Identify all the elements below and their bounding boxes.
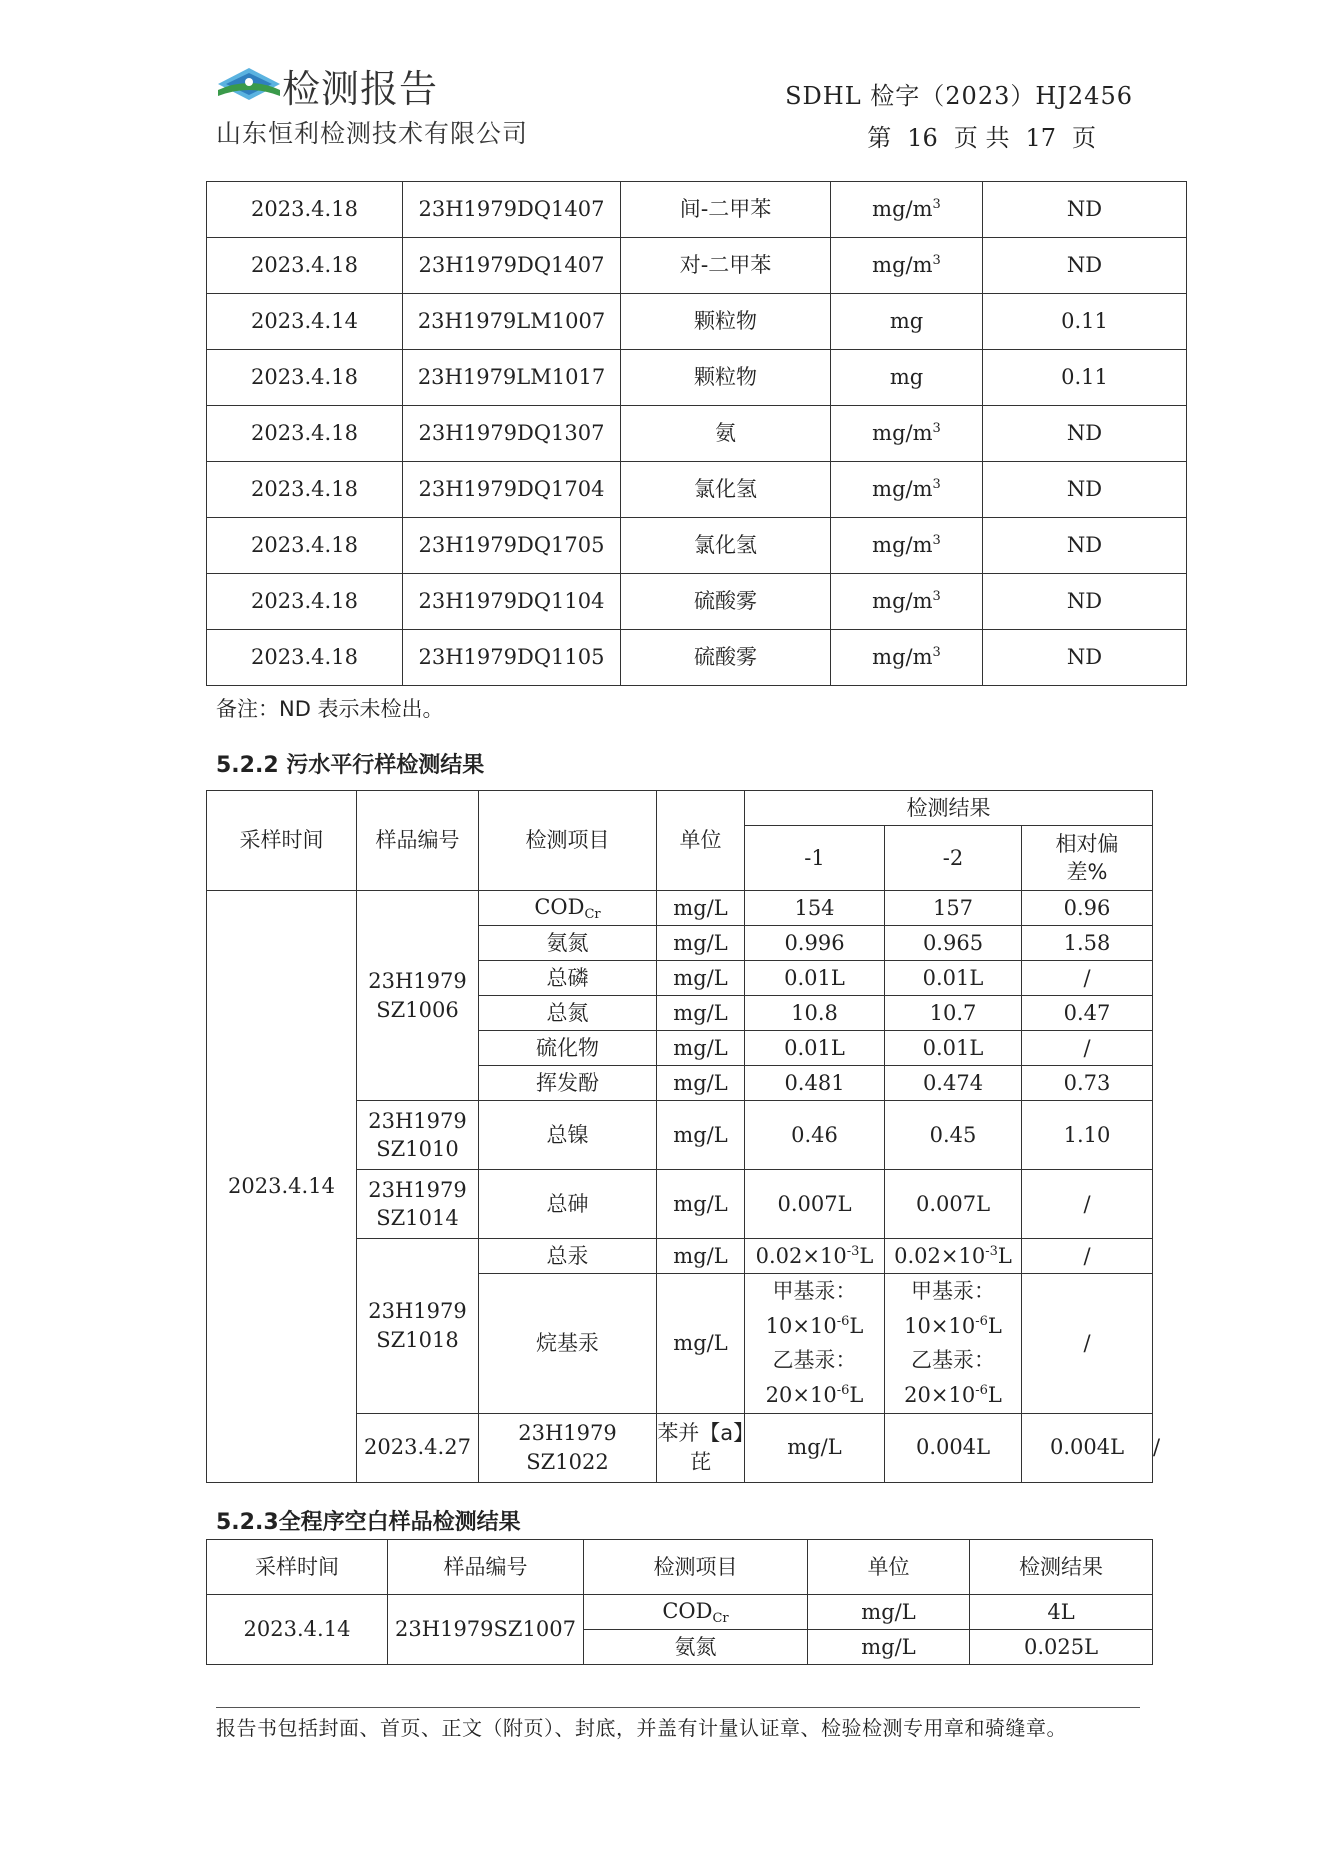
unit-cell: mg/L <box>657 1239 745 1274</box>
result-cell: 4L <box>970 1595 1153 1630</box>
header-unit: 单位 <box>808 1540 970 1595</box>
unit-cell: mg <box>831 350 983 406</box>
unit-cell: mg/L <box>745 1413 885 1482</box>
item-cell: 总镍 <box>479 1101 657 1170</box>
table-row <box>207 406 1187 462</box>
table-row: 2023.4.27 23H1979 SZ1022 苯并【a】芘 mg/L 0.004L 0.004L / <box>207 1413 1153 1482</box>
unit-cell: mg/L <box>657 1274 745 1414</box>
header-result-1: -1 <box>745 826 885 891</box>
result-cell: 0.11 <box>983 294 1187 350</box>
header-result: 检测结果 <box>745 791 1153 826</box>
header-sample: 样品编号 <box>388 1540 584 1595</box>
sample-id-cell: 23H1979 SZ1006 <box>357 891 479 1101</box>
item-cell: 硫酸雾 <box>621 574 831 630</box>
result-cell: ND <box>983 406 1187 462</box>
sampling-date-cell: 2023.4.18 <box>207 518 403 574</box>
sampling-date-cell: 2023.4.18 <box>207 182 403 238</box>
table-row <box>207 518 1187 574</box>
section-title-522: 5.2.2 污水平行样检测结果 <box>216 753 485 778</box>
item-cell: 挥发酚 <box>479 1066 657 1101</box>
sampling-date-cell: 2023.4.18 <box>207 238 403 294</box>
unit-cell: $mg/m^3$ <box>831 406 983 462</box>
table-row <box>207 238 1187 294</box>
sample-id-cell: 23H1979SZ1007 <box>388 1595 584 1665</box>
header-relative-deviation: 相对偏 差% <box>1022 826 1153 891</box>
unit-cell: mg/L <box>657 961 745 996</box>
unit-cell: $mg/m^3$ <box>831 238 983 294</box>
result-2-cell: 0.01L <box>885 961 1022 996</box>
sample-id-cell: 23H1979 SZ1022 <box>479 1413 657 1482</box>
unit-cell: mg/L <box>657 926 745 961</box>
table-row <box>207 574 1187 630</box>
sampling-date-cell: 2023.4.18 <box>207 462 403 518</box>
sampling-date-cell: 2023.4.27 <box>357 1413 479 1482</box>
result-2-cell: 0.007L <box>885 1170 1022 1239</box>
unit-cell: mg/L <box>808 1595 970 1630</box>
header-result-2: -2 <box>885 826 1022 891</box>
unit-cell: $mg/m^3$ <box>831 182 983 238</box>
sample-id-cell: 23H1979 SZ1014 <box>357 1170 479 1239</box>
unit-cell: mg/L <box>657 1031 745 1066</box>
item-cell: 氨 <box>621 406 831 462</box>
table-row <box>207 182 1187 238</box>
deviation-cell: 0.73 <box>1022 1066 1153 1101</box>
result-2-cell: 0.965 <box>885 926 1022 961</box>
sample-id-cell: 23H1979 SZ1018 <box>357 1239 479 1414</box>
result-1-cell: 0.007L <box>745 1170 885 1239</box>
item-cell: 硫酸雾 <box>621 630 831 686</box>
parallel-sample-table <box>206 790 1161 1483</box>
header-item: 检测项目 <box>479 791 657 891</box>
item-cell: 对-二甲苯 <box>621 238 831 294</box>
results-table-continued <box>206 181 1187 686</box>
result-cell: ND <box>983 182 1187 238</box>
result-1-cell: 0.481 <box>745 1066 885 1101</box>
result-2-cell: 甲基汞： $10\times 10^{-6}L$ 乙基汞： $20\times 10^{-6}L$ <box>885 1274 1022 1414</box>
unit-cell: mg/L <box>657 1170 745 1239</box>
result-2-cell: 0.474 <box>885 1066 1022 1101</box>
sample-id-cell: 23H1979DQ1104 <box>403 574 621 630</box>
item-cell: 氯化氢 <box>621 518 831 574</box>
item-cell: 氨氮 <box>479 926 657 961</box>
sampling-date-cell: 2023.4.14 <box>207 294 403 350</box>
sample-id-cell: 23H1979DQ1307 <box>403 406 621 462</box>
deviation-cell: / <box>1022 1031 1153 1066</box>
deviation-cell: 0.96 <box>1022 891 1153 926</box>
item-cell: 硫化物 <box>479 1031 657 1066</box>
item-cell: 颗粒物 <box>621 294 831 350</box>
item-cell: 总磷 <box>479 961 657 996</box>
header-unit: 单位 <box>657 791 745 891</box>
result-1-cell: 0.996 <box>745 926 885 961</box>
unit-cell: mg/L <box>808 1630 970 1665</box>
sample-id-cell: 23H1979DQ1705 <box>403 518 621 574</box>
header-item: 检测项目 <box>584 1540 808 1595</box>
sampling-date-cell: 2023.4.18 <box>207 406 403 462</box>
item-cell: 苯并【a】芘 <box>657 1413 745 1482</box>
result-cell: ND <box>983 238 1187 294</box>
blank-sample-table <box>206 1539 1153 1665</box>
unit-cell: mg/L <box>657 1101 745 1170</box>
sample-id-cell: 23H1979LM1017 <box>403 350 621 406</box>
item-cell: 总汞 <box>479 1239 657 1274</box>
result-1-cell: 0.01L <box>745 961 885 996</box>
sampling-date-cell: 2023.4.14 <box>207 1595 388 1665</box>
sample-id-cell: 23H1979 SZ1010 <box>357 1101 479 1170</box>
unit-cell: $mg/m^3$ <box>831 462 983 518</box>
table-header-row <box>207 1540 1153 1595</box>
result-cell: 0.11 <box>983 350 1187 406</box>
deviation-cell: 1.58 <box>1022 926 1153 961</box>
header-result: 检测结果 <box>970 1540 1153 1595</box>
result-cell: ND <box>983 574 1187 630</box>
result-1-cell: 0.46 <box>745 1101 885 1170</box>
header-sample: 样品编号 <box>357 791 479 891</box>
table-header-row <box>207 791 1153 826</box>
result-2-cell: 0.01L <box>885 1031 1022 1066</box>
item-cell: 颗粒物 <box>621 350 831 406</box>
item-cell: $COD_{Cr}$ <box>479 891 657 926</box>
result-1-cell: 0.004L <box>885 1413 1022 1482</box>
result-1-cell: 10.8 <box>745 996 885 1031</box>
result-1-cell: $0.02\times 10^{-3}L$ <box>745 1239 885 1274</box>
result-cell: ND <box>983 518 1187 574</box>
result-2-cell: 157 <box>885 891 1022 926</box>
header-date: 采样时间 <box>207 791 357 891</box>
unit-cell: $mg/m^3$ <box>831 518 983 574</box>
deviation-cell: / <box>1022 1274 1153 1414</box>
remark-note: 备注：ND 表示未检出。 <box>216 697 444 721</box>
table-row <box>207 294 1187 350</box>
item-cell: 总氮 <box>479 996 657 1031</box>
table-row <box>207 891 1153 926</box>
item-cell: 氯化氢 <box>621 462 831 518</box>
result-2-cell: $0.02\times 10^{-3}L$ <box>885 1239 1022 1274</box>
report-number: SDHL 检字（2023）HJ2456 <box>785 82 1133 110</box>
sampling-date-cell: 2023.4.18 <box>207 574 403 630</box>
item-cell: 烷基汞 <box>479 1274 657 1414</box>
company-name: 山东恒利检测技术有限公司 <box>216 119 529 148</box>
result-2-cell: 0.45 <box>885 1101 1022 1170</box>
unit-cell: $mg/m^3$ <box>831 630 983 686</box>
result-2-cell: 10.7 <box>885 996 1022 1031</box>
unit-cell: mg/L <box>657 891 745 926</box>
result-cell: 0.025L <box>970 1630 1153 1665</box>
unit-cell: mg/L <box>657 996 745 1031</box>
result-2-cell: 0.004L <box>1022 1413 1153 1482</box>
deviation-cell: 0.47 <box>1022 996 1153 1031</box>
unit-cell: mg/L <box>657 1066 745 1101</box>
sample-id-cell: 23H1979DQ1105 <box>403 630 621 686</box>
deviation-cell: / <box>1022 1239 1153 1274</box>
deviation-cell: / <box>1022 961 1153 996</box>
table-row <box>207 350 1187 406</box>
deviation-cell: 1.10 <box>1022 1101 1153 1170</box>
item-cell: 间-二甲苯 <box>621 182 831 238</box>
sampling-date-cell: 2023.4.18 <box>207 630 403 686</box>
result-1-cell: 154 <box>745 891 885 926</box>
deviation-cell: / <box>1022 1170 1153 1239</box>
item-cell: 总砷 <box>479 1170 657 1239</box>
sample-id-cell: 23H1979LM1007 <box>403 294 621 350</box>
section-title-523: 5.2.3全程序空白样品检测结果 <box>216 1510 521 1535</box>
sampling-date-cell: 2023.4.18 <box>207 350 403 406</box>
page-number: 第 16 页 共 17 页 <box>867 124 1096 152</box>
sample-id-cell: 23H1979DQ1704 <box>403 462 621 518</box>
table-row <box>207 630 1187 686</box>
footer-divider <box>216 1707 1140 1708</box>
unit-cell: $mg/m^3$ <box>831 574 983 630</box>
footer-note: 报告书包括封面、首页、正文（附页）、封底，并盖有计量认证章、检验检测专用章和骑缝章。 <box>216 1716 1067 1740</box>
item-cell: $COD_{Cr}$ <box>584 1595 808 1630</box>
sample-id-cell: 23H1979DQ1407 <box>403 182 621 238</box>
company-logo-icon <box>216 64 282 104</box>
item-cell: 氨氮 <box>584 1630 808 1665</box>
table-row <box>207 1595 1153 1630</box>
result-cell: ND <box>983 462 1187 518</box>
result-1-cell: 0.01L <box>745 1031 885 1066</box>
sampling-date-cell: 2023.4.14 <box>207 891 357 1483</box>
document-title: 检测报告 <box>282 67 439 111</box>
header-date: 采样时间 <box>207 1540 388 1595</box>
result-1-cell: 甲基汞： $10\times 10^{-6}L$ 乙基汞： $20\times 10^{-6}L$ <box>745 1274 885 1414</box>
sample-id-cell: 23H1979DQ1407 <box>403 238 621 294</box>
unit-cell: mg <box>831 294 983 350</box>
result-cell: ND <box>983 630 1187 686</box>
table-row <box>207 462 1187 518</box>
